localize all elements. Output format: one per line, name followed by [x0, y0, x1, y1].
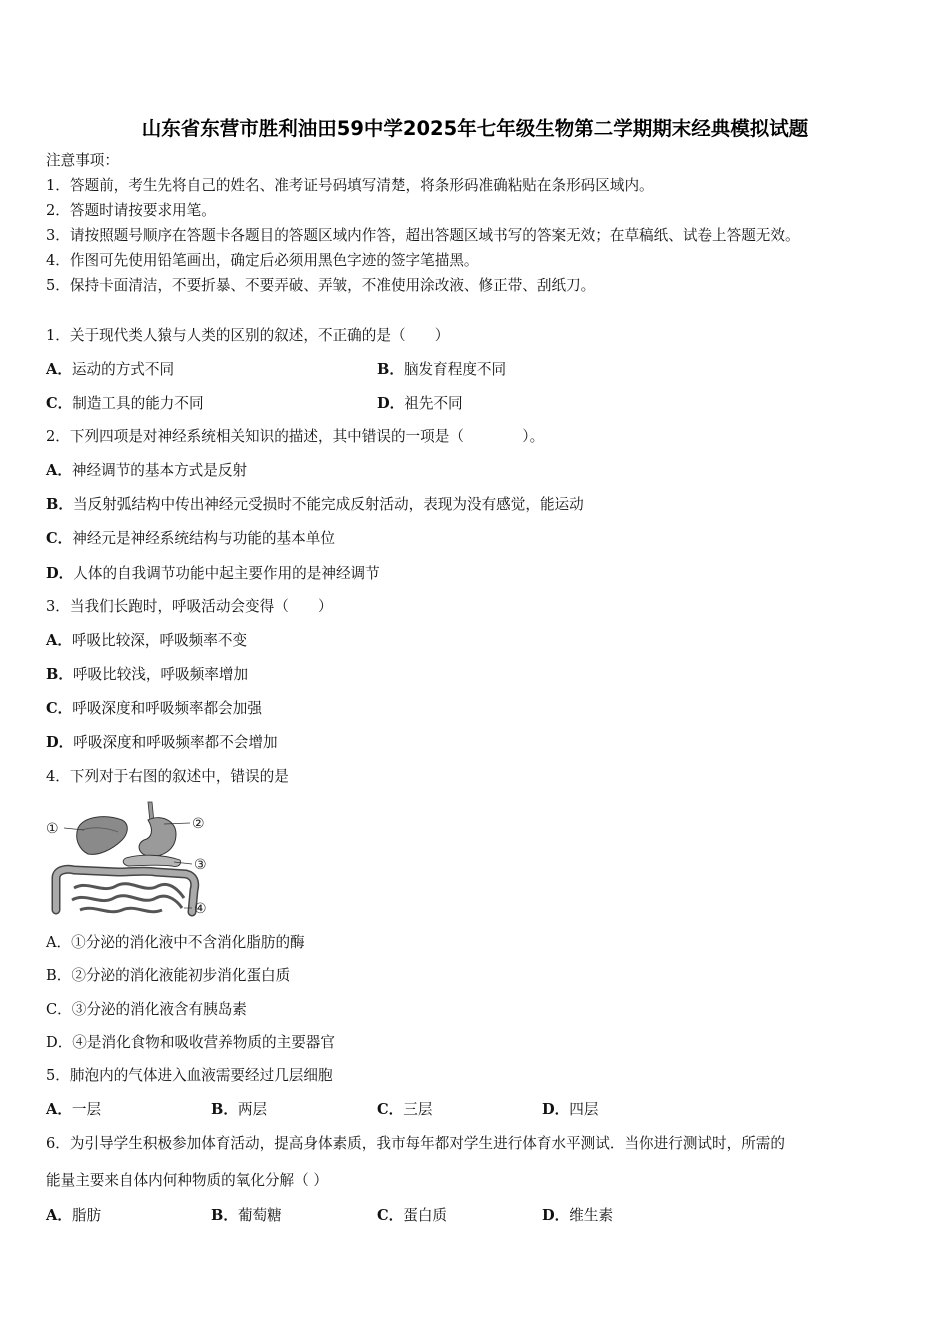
figure-label-4: ④	[194, 901, 207, 917]
question-1-option-c	[46, 394, 204, 414]
question-3-option-b	[46, 665, 248, 685]
question-5-option-d	[542, 1100, 598, 1120]
option-text: 维生素	[569, 1207, 614, 1224]
option-letter: C．	[377, 1207, 404, 1224]
question-6-option-b	[211, 1206, 282, 1226]
question-1-option-d	[377, 394, 463, 414]
notice-heading: 注意事项：	[46, 152, 119, 169]
question-3-option-c	[46, 699, 262, 719]
notice-item-3: 3．请按照题号顺序在答题卡各题目的答题区域内作答，超出答题区域书写的答案无效；在草稿纸、试卷上答题无效。	[46, 227, 800, 244]
question-5-stem: 5．肺泡内的气体进入血液需要经过几层细胞	[46, 1067, 333, 1084]
option-letter: B．	[46, 666, 73, 683]
option-letter: B．	[377, 361, 404, 378]
option-letter: A．	[46, 1207, 72, 1224]
option-text: 呼吸比较深，呼吸频率不变	[71, 632, 248, 649]
question-3-option-d	[46, 733, 278, 753]
option-text: ③分泌的消化液含有胰岛素	[71, 1001, 247, 1018]
option-letter: D．	[542, 1207, 570, 1224]
question-6-option-c	[377, 1206, 447, 1226]
option-letter: C．	[46, 700, 73, 717]
option-text: 人体的自我调节功能中起主要作用的是神经调节	[73, 565, 380, 582]
option-text: 制造工具的能力不同	[72, 395, 204, 412]
question-2-option-a	[46, 461, 247, 481]
option-text: 呼吸比较浅，呼吸频率增加	[72, 666, 249, 683]
question-4-option-a	[46, 933, 305, 953]
question-3-option-a	[46, 631, 247, 651]
option-letter: A．	[46, 934, 72, 951]
question-6-option-a	[46, 1206, 101, 1226]
option-text: ④是消化食物和吸收营养物质的主要器官	[72, 1034, 335, 1051]
question-2-option-d	[46, 564, 380, 584]
option-letter: C．	[377, 1101, 404, 1118]
option-text: 蛋白质	[403, 1207, 448, 1224]
option-text: ②分泌的消化液能初步消化蛋白质	[71, 967, 291, 984]
option-text: 祖先不同	[404, 395, 463, 412]
notice-item-5: 5．保持卡面清洁，不要折暴、不要弄破、弄皱，不准使用涂改液、修正带、刮纸刀。	[46, 277, 596, 294]
page-title: 山东省东营市胜利油田59中学2025年七年级生物第二学期期末经典模拟试题	[141, 117, 809, 140]
option-letter: B．	[46, 967, 72, 984]
option-letter: D．	[46, 565, 74, 582]
question-6-stem-continued: 能量主要来自体内何种物质的氧化分解（ ）	[46, 1172, 328, 1189]
question-5-option-c	[377, 1100, 432, 1120]
option-letter: A．	[46, 361, 72, 378]
figure-label-1: ①	[46, 821, 59, 837]
digestive-system-drawing	[44, 798, 214, 922]
question-2-option-c	[46, 529, 335, 549]
option-letter: D．	[46, 1034, 73, 1051]
option-text: 神经元是神经系统结构与功能的基本单位	[72, 530, 335, 547]
question-3-stem: 3．当我们长跑时，呼吸活动会变得（ ）	[46, 598, 333, 615]
option-letter: B．	[211, 1207, 238, 1224]
option-letter: C．	[46, 395, 73, 412]
option-text: 三层	[403, 1101, 433, 1118]
option-letter: C．	[46, 530, 73, 547]
notice-item-4: 4．作图可先使用铅笔画出，确定后必须用黑色字迹的签字笔描黑。	[46, 252, 479, 269]
option-text: 当反射弧结构中传出神经元受损时不能完成反射活动，表现为没有感觉，能运动	[72, 496, 584, 513]
option-letter: C．	[46, 1001, 72, 1018]
question-2-stem: 2．下列四项是对神经系统相关知识的描述，其中错误的一项是（ ）。	[46, 428, 545, 445]
option-text: ①分泌的消化液中不含消化脂肪的酶	[71, 934, 305, 951]
option-text: 呼吸深度和呼吸频率都会加强	[72, 700, 262, 717]
question-6-stem: 6．为引导学生积极参加体育活动，提高身体素质，我市每年都对学生进行体育水平测试．当你进行测试时，所需的	[46, 1135, 785, 1152]
question-4-option-c	[46, 1000, 247, 1020]
option-letter: A．	[46, 632, 72, 649]
option-letter: B．	[211, 1101, 238, 1118]
question-5-option-a	[46, 1100, 101, 1120]
option-letter: A．	[46, 462, 72, 479]
notice-item-2: 2．答题时请按要求用笔。	[46, 202, 216, 219]
question-1-option-b	[377, 360, 506, 380]
question-4-option-b	[46, 966, 290, 986]
option-letter: D．	[46, 734, 74, 751]
figure-label-2: ②	[192, 816, 205, 832]
option-text: 两层	[237, 1101, 268, 1118]
question-6-option-d	[542, 1206, 613, 1226]
question-1-option-a	[46, 360, 174, 380]
option-letter: B．	[46, 496, 73, 513]
question-4-option-d	[46, 1033, 335, 1053]
option-letter: D．	[377, 395, 405, 412]
figure-label-3: ③	[194, 857, 207, 873]
option-text: 葡萄糖	[237, 1207, 282, 1224]
option-text: 呼吸深度和呼吸频率都不会增加	[73, 734, 278, 751]
question-5-option-b	[211, 1100, 267, 1120]
option-text: 神经调节的基本方式是反射	[71, 462, 248, 479]
question-2-option-b	[46, 495, 584, 515]
question-1-stem: 1．关于现代类人猿与人类的区别的叙述，不正确的是（ ）	[46, 327, 450, 344]
option-letter: D．	[542, 1101, 570, 1118]
notice-item-1: 1．答题前，考生先将自己的姓名、准考证号码填写清楚，将条形码准确粘贴在条形码区域内。	[46, 177, 654, 194]
option-letter: A．	[46, 1101, 72, 1118]
option-text: 四层	[569, 1101, 599, 1118]
option-text: 运动的方式不同	[71, 361, 175, 378]
option-text: 一层	[71, 1101, 102, 1118]
question-4-stem: 4．下列对于右图的叙述中，错误的是	[46, 768, 289, 785]
option-text: 脂肪	[71, 1207, 102, 1224]
digestive-system-figure	[44, 798, 214, 922]
option-text: 脑发育程度不同	[403, 361, 507, 378]
